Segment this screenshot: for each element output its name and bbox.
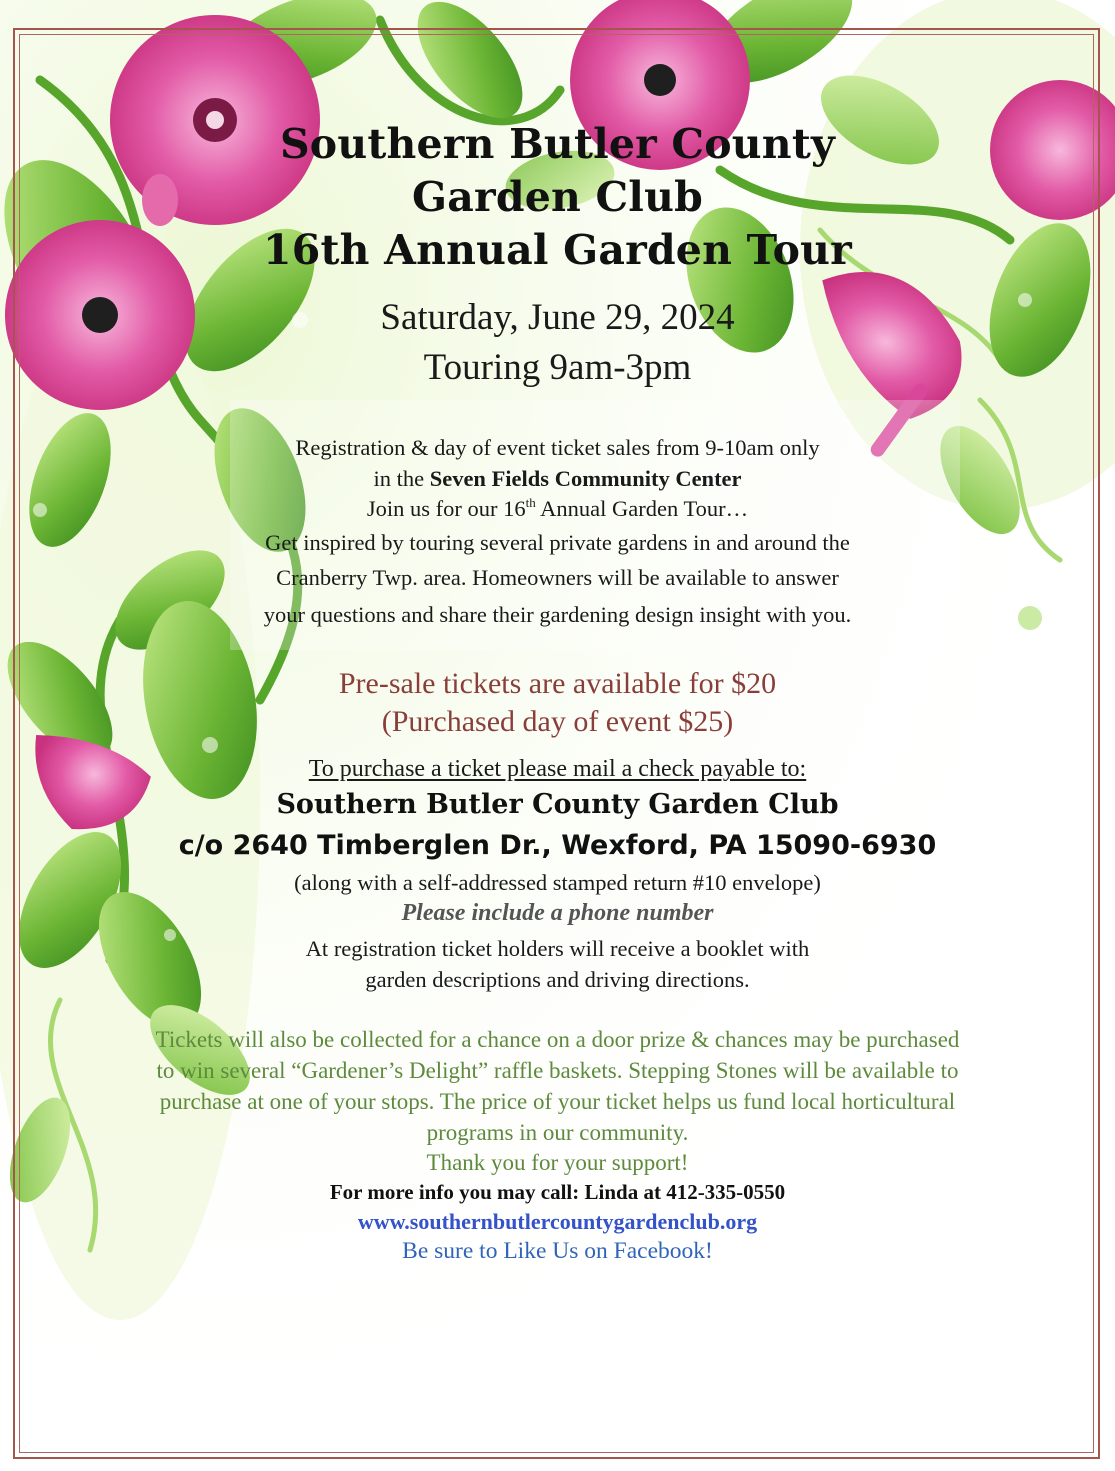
title-line-1: Southern Butler County (280, 120, 835, 168)
mail-address: c/o 2640 Timberglen Dr., Wexford, PA 15090-6930 (178, 830, 937, 861)
join-line (0, 496, 1115, 522)
booklet-line-1: At registration ticket holders will receive a booklet with (305, 936, 810, 961)
join-suffix: Annual Garden Tour… (535, 496, 749, 521)
envelope-note: (along with a self-addressed stamped return #10 envelope) (294, 870, 821, 895)
payee-name: Southern Butler County Garden Club (276, 789, 839, 820)
location-name: Seven Fields Community Center (429, 466, 742, 491)
extras-line-3: purchase at one of your stops. The price of your ticket helps us fund local horticultural (159, 1089, 956, 1114)
description-line-3: your questions and share their gardening design insight with you. (263, 602, 852, 627)
description-line-2: Cranberry Twp. area. Homeowners will be available to answer (276, 565, 839, 590)
day-of-price: (Purchased day of event $25) (381, 705, 734, 738)
mail-heading: To purchase a ticket please mail a check payable to: (308, 756, 807, 782)
facebook-text: Be sure to Like Us on Facebook! (402, 1238, 713, 1264)
event-date: Saturday, June 29, 2024 (380, 297, 735, 338)
join-prefix: Join us for our 16 (366, 496, 526, 521)
contact-info: For more info you may call: Linda at 412-335-0550 (329, 1180, 786, 1204)
title-line-2: Garden Club (412, 173, 703, 221)
registration-text: Registration & day of event ticket sales from 9-10am only (295, 435, 820, 460)
website-link[interactable]: www.southernbutlercountygardenclub.org (357, 1209, 758, 1234)
booklet-line-2: garden descriptions and driving directions. (365, 967, 750, 992)
extras-line-1: Tickets will also be collected for a chance on a door prize & chances may be purchased (155, 1027, 960, 1052)
location-prefix: in the (373, 466, 430, 491)
thanks-text: Thank you for your support! (426, 1150, 689, 1175)
title-line-3: 16th Annual Garden Tour (263, 226, 852, 274)
join-sup: th (525, 495, 536, 510)
phone-note: Please include a phone number (401, 900, 714, 926)
extras-line-4: programs in our community. (426, 1120, 689, 1145)
event-hours: Touring 9am-3pm (423, 347, 692, 388)
location-line (0, 466, 1115, 492)
extras-line-2: to win several “Gardener’s Delight” raffle baskets. Stepping Stones will be available to (156, 1058, 959, 1083)
description-line-1: Get inspired by touring several private gardens in and around the (265, 530, 850, 555)
presale-price: Pre-sale tickets are available for $20 (338, 667, 777, 700)
